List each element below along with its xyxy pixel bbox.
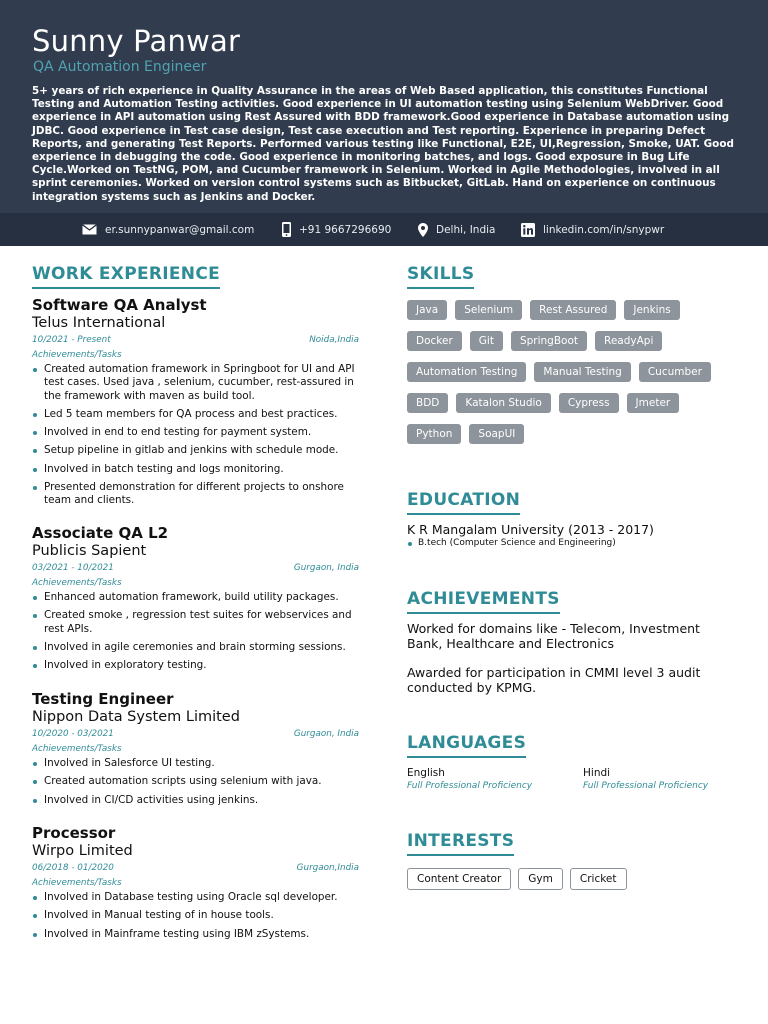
- email-text: er.sunnypanwar@gmail.com: [105, 223, 255, 236]
- interest-tag: Content Creator: [407, 868, 511, 890]
- skill-tag: Katalon Studio: [456, 393, 550, 413]
- job-bullet: Involved in exploratory testing.: [32, 659, 359, 672]
- contact-linkedin[interactable]: [521, 213, 664, 246]
- job-bullet: Involved in batch testing and logs monitoring.: [32, 463, 359, 476]
- skill-tag: Jmeter: [627, 393, 680, 413]
- contact-email[interactable]: [82, 213, 254, 246]
- interests-list: [407, 868, 634, 890]
- skill-tag: Selenium: [455, 300, 522, 320]
- job-meta: [32, 729, 359, 740]
- skill-tag: Rest Assured: [530, 300, 616, 320]
- job-title: Associate QA L2: [32, 524, 169, 542]
- achievements-heading: ACHIEVEMENTS: [407, 589, 560, 614]
- job-location: Gurgaon, India: [293, 729, 359, 739]
- location-pin-icon: [418, 223, 428, 237]
- achievement-item: Awarded for participation in CMMI level 3 audit conducted by KPMG.: [407, 665, 701, 695]
- interests-heading: INTERESTS: [407, 831, 514, 856]
- contact-location: [418, 213, 495, 246]
- skill-tag: Java: [407, 300, 447, 320]
- job-bullet: Involved in agile ceremonies and brain storming sessions.: [32, 641, 359, 654]
- job-bullets: [32, 363, 359, 508]
- job-company: Wirpo Limited: [32, 843, 133, 859]
- skill-tag: Git: [470, 331, 503, 351]
- language-item: [583, 767, 708, 792]
- contact-bar: [0, 213, 768, 246]
- job-dates: 10/2021 - Present: [32, 335, 111, 345]
- contact-phone[interactable]: [282, 213, 391, 246]
- job-meta: [32, 863, 359, 874]
- language-name: English: [407, 767, 445, 779]
- skill-row: [407, 393, 737, 413]
- job-bullets: [32, 891, 359, 941]
- job-dates: 06/2018 - 01/2020: [32, 863, 114, 873]
- job-bullet: Led 5 team members for QA process and best practices.: [32, 408, 359, 421]
- job-bullet: Setup pipeline in gitlab and jenkins with schedule mode.: [32, 444, 359, 457]
- job-dates: 10/2020 - 03/2021: [32, 729, 114, 739]
- job-location: Noida,India: [309, 335, 359, 345]
- job-tasks-label: Achievements/Tasks: [32, 350, 122, 360]
- job-tasks-label: Achievements/Tasks: [32, 578, 122, 588]
- job-bullets: [32, 757, 359, 807]
- job-bullet: Involved in Salesforce UI testing.: [32, 757, 359, 770]
- job-bullet: Created smoke , regression test suites for webservices and rest APIs.: [32, 609, 359, 636]
- skill-row: [407, 331, 737, 351]
- skill-tag: SoapUI: [469, 424, 524, 444]
- skill-tag: Manual Testing: [534, 362, 630, 382]
- education-school: K R Mangalam University (2013 - 2017): [407, 522, 654, 537]
- skill-tag: Cucumber: [639, 362, 711, 382]
- job-bullet: Involved in CI/CD activities using jenkins.: [32, 794, 359, 807]
- job-bullet: Involved in end to end testing for payment system.: [32, 426, 359, 439]
- job-bullets: [32, 591, 359, 672]
- skill-tag: SpringBoot: [511, 331, 587, 351]
- language-level: Full Professional Proficiency: [407, 781, 533, 791]
- job-location: Gurgaon, India: [293, 563, 359, 573]
- candidate-role: QA Automation Engineer: [33, 59, 207, 75]
- job-title: Processor: [32, 824, 116, 842]
- job-bullet: Created automation framework in Springboot for UI and API test cases. Used java , selenium, cucumber, rest-assured in the framework with maven as build tool.: [32, 363, 359, 403]
- skill-tag: Jenkins: [624, 300, 679, 320]
- skill-row: [407, 300, 737, 320]
- education-degree: B.tech (Computer Science and Engineering): [407, 538, 616, 548]
- job-entry: [32, 296, 359, 513]
- phone-text: +91 9667296690: [299, 223, 392, 236]
- skill-row: [407, 424, 737, 444]
- languages-heading: LANGUAGES: [407, 733, 526, 758]
- job-bullet: Presented demonstration for different projects to onshore team and clients.: [32, 481, 359, 508]
- skill-tag: BDD: [407, 393, 448, 413]
- job-bullet: Involved in Manual testing of in house tools.: [32, 909, 359, 922]
- skills-heading: SKILLS: [407, 264, 474, 289]
- skill-tag: Docker: [407, 331, 462, 351]
- phone-icon: [282, 222, 291, 237]
- job-dates: 03/2021 - 10/2021: [32, 563, 114, 573]
- job-tasks-label: Achievements/Tasks: [32, 878, 122, 888]
- job-entry: [32, 824, 359, 946]
- skills-list: [407, 300, 737, 455]
- resume-header: [0, 0, 768, 213]
- language-level: Full Professional Proficiency: [583, 781, 709, 791]
- skill-tag: Python: [407, 424, 461, 444]
- job-bullet: Involved in Database testing using Oracle sql developer.: [32, 891, 359, 904]
- achievement-item: Worked for domains like - Telecom, Investment Bank, Healthcare and Electronics: [407, 621, 700, 651]
- job-company: Nippon Data System Limited: [32, 709, 240, 725]
- profile-summary: 5+ years of rich experience in Quality Assurance in the areas of Web Based application, this constitutes Functional Testing and Automation Testing activities. Good experience in UI automation testing using Selenium WebDriver. Good experience in API automation using Rest Assured with BDD framework.Good experience in Database automation using JDBC. Good experience in Test case design, Test case execution and Test reporting. Experience in preparing Defect Reports, and generating Test Reports. Performed various testing like Functional, E2E, UI,Regression, Smoke, UAT. Good experience in debugging the code. Good experience in monitoring batches, and logs. Good exposure in Bug Life Cycle.Worked on TestNG, POM, and Cucumber framework in Selenium. Worked in Agile Methodologies, involved in all sprint ceremonies. Worked on version control systems such as Bitbucket, GitLab. Hand on experience on continuous integration systems such as Jenkins and Docker.: [32, 85, 734, 203]
- skill-tag: Cypress: [559, 393, 619, 413]
- education-heading: EDUCATION: [407, 490, 520, 515]
- skill-tag: ReadyApi: [595, 331, 662, 351]
- job-entry: [32, 524, 359, 677]
- work-experience-heading: WORK EXPERIENCE: [32, 264, 220, 289]
- job-entry: [32, 690, 359, 812]
- language-item: [407, 767, 532, 792]
- interest-tag: Gym: [518, 868, 563, 890]
- job-meta: [32, 335, 359, 346]
- job-tasks-label: Achievements/Tasks: [32, 744, 122, 754]
- job-bullet: Enhanced automation framework, build utility packages.: [32, 591, 359, 604]
- job-title: Software QA Analyst: [32, 296, 207, 314]
- candidate-name: Sunny Panwar: [32, 24, 241, 58]
- language-name: Hindi: [583, 767, 611, 779]
- job-bullet: Created automation scripts using selenium with java.: [32, 775, 359, 788]
- job-company: Publicis Sapient: [32, 543, 147, 559]
- skill-tag: Automation Testing: [407, 362, 526, 382]
- email-icon: [82, 224, 97, 235]
- location-text: Delhi, India: [436, 223, 496, 236]
- linkedin-icon: [521, 223, 535, 237]
- job-bullet: Involved in Mainframe testing using IBM zSystems.: [32, 928, 359, 941]
- job-location: Gurgaon,India: [296, 863, 359, 873]
- interest-tag: Cricket: [570, 868, 627, 890]
- skill-row: [407, 362, 737, 382]
- linkedin-text: linkedin.com/in/snypwr: [543, 223, 665, 236]
- job-company: Telus International: [32, 315, 166, 331]
- job-title: Testing Engineer: [32, 690, 174, 708]
- job-meta: [32, 563, 359, 574]
